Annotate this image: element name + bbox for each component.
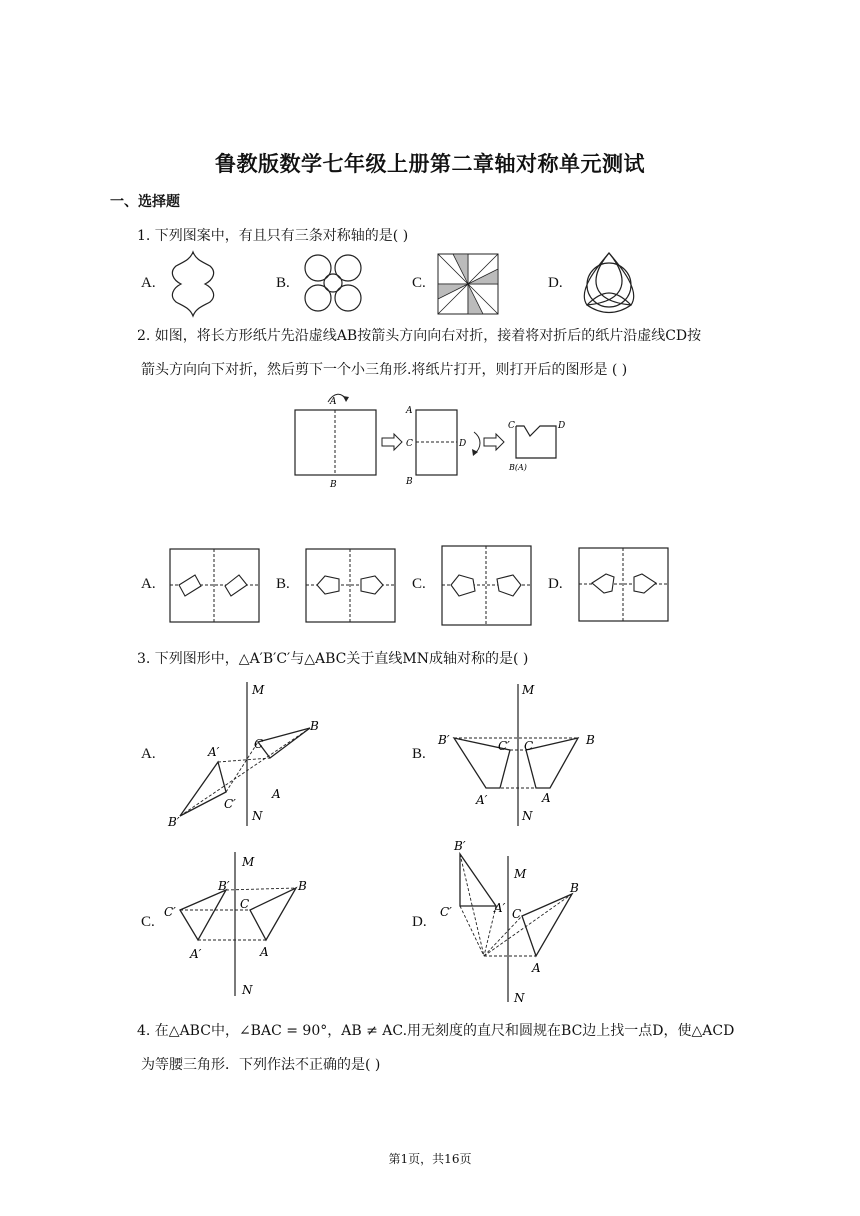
q3c-label-c: C — [240, 897, 250, 911]
q2-option-a-figure — [169, 548, 261, 624]
q3d-label-b-prime: B′ — [454, 839, 466, 853]
q2-label-a: A — [330, 397, 337, 407]
page-title: 鲁教版数学七年级上册第二章轴对称单元测试 — [215, 152, 645, 176]
q2-option-c-figure — [441, 545, 533, 627]
q3-option-b-label: B. — [412, 746, 426, 762]
q1-option-b-label: B. — [276, 275, 290, 291]
q2-option-d-figure — [578, 547, 670, 623]
q3a-label-a: A — [272, 787, 281, 801]
q3c-label-m: M — [242, 855, 255, 869]
q3-option-a-figure — [160, 680, 340, 830]
q2-label-c: C — [406, 439, 413, 449]
q3d-label-a-prime: A′ — [494, 901, 506, 915]
q2-label-d: D — [459, 439, 467, 449]
q3d-label-m: M — [514, 867, 527, 881]
q1-option-a-label: A. — [141, 275, 156, 291]
q1-figure-d-triquetra-shape — [573, 249, 645, 317]
q2-label-b: B — [330, 480, 337, 490]
q2-folding-diagram — [290, 388, 590, 494]
question-2-line-1: 2. 如图，将长方形纸片先沿虚线AB按箭头方向向右对折，接着将对折后的纸片沿虚线CD按 — [137, 328, 702, 344]
q2-label-b-second: B — [406, 477, 413, 487]
q3b-label-c-prime: C′ — [498, 739, 510, 753]
q3a-label-b-prime: B′ — [168, 815, 180, 829]
q2-option-b-figure — [305, 548, 397, 624]
question-2-line-2: 箭头方向向下对折，然后剪下一个小三角形.将纸片打开，则打开后的图形是 ( ) — [141, 362, 628, 378]
q3d-label-b: B — [570, 881, 579, 895]
q3c-label-n: N — [242, 983, 253, 997]
q3-option-d-label: D. — [412, 914, 427, 930]
q2-label-d-folded: D — [558, 421, 566, 431]
q3d-label-c-prime: C′ — [440, 905, 452, 919]
q1-option-d-label: D. — [548, 275, 563, 291]
q2-option-a-label: A. — [141, 576, 156, 592]
q2-label-a-second: A — [406, 406, 413, 416]
q3a-label-n: N — [252, 809, 263, 823]
q3a-label-b: B — [310, 719, 319, 733]
q3b-label-b-prime: B′ — [438, 733, 450, 747]
q3b-label-m: M — [522, 683, 535, 697]
q3a-label-a-prime: A′ — [208, 745, 220, 759]
q3-option-c-figure — [160, 848, 340, 1000]
q2-label-c-folded: C — [508, 421, 515, 431]
q3-option-a-label: A. — [141, 746, 156, 762]
question-3-text: 3. 下列图形中，△A′B′C′与△ABC关于直线MN成轴对称的是( ) — [137, 651, 529, 667]
q1-figure-a-vase-shape — [163, 250, 223, 318]
q3a-label-c: C — [254, 737, 264, 751]
q3b-label-a: A — [542, 791, 551, 805]
q3c-label-a-prime: A′ — [190, 947, 202, 961]
q2-option-d-label: D. — [548, 576, 563, 592]
q1-option-c-label: C. — [412, 275, 426, 291]
q3c-label-c-prime: C′ — [164, 905, 176, 919]
q3c-label-b: B — [298, 879, 307, 893]
q3-option-c-label: C. — [141, 914, 155, 930]
question-4-line-1: 4. 在△ABC中，∠BAC = 90°，AB ≠ AC.用无刻度的直尺和圆规在BC边上找一点D，使△ACD — [137, 1023, 735, 1039]
section-heading: 一、选择题 — [110, 194, 180, 210]
q3c-label-b-prime: B′ — [218, 879, 230, 893]
q3d-label-c: C — [512, 907, 522, 921]
q2-option-c-label: C. — [412, 576, 426, 592]
q3b-label-n: N — [522, 809, 533, 823]
q3b-label-b: B — [586, 733, 595, 747]
q3c-label-a: A — [260, 945, 269, 959]
q3a-label-c-prime: C′ — [224, 797, 236, 811]
q3d-label-a: A — [532, 961, 541, 975]
q3b-label-c: C — [524, 739, 534, 753]
q2-option-b-label: B. — [276, 576, 290, 592]
question-4-line-2: 为等腰三角形．下列作法不正确的是( ) — [141, 1057, 381, 1073]
q3a-label-m: M — [252, 683, 265, 697]
q3-option-b-figure — [432, 680, 612, 830]
q1-figure-c-pinwheel-shape — [435, 251, 501, 317]
q3b-label-a-prime: A′ — [476, 793, 488, 807]
q3-option-d-figure — [432, 836, 612, 1006]
q1-figure-b-flower-shape — [298, 250, 368, 316]
page-footer: 第1页，共16页 — [388, 1152, 472, 1166]
question-1-text: 1. 下列图案中，有且只有三条对称轴的是( ) — [137, 228, 409, 244]
q2-label-ba: B(A) — [509, 463, 527, 472]
q3d-label-n: N — [514, 991, 525, 1005]
